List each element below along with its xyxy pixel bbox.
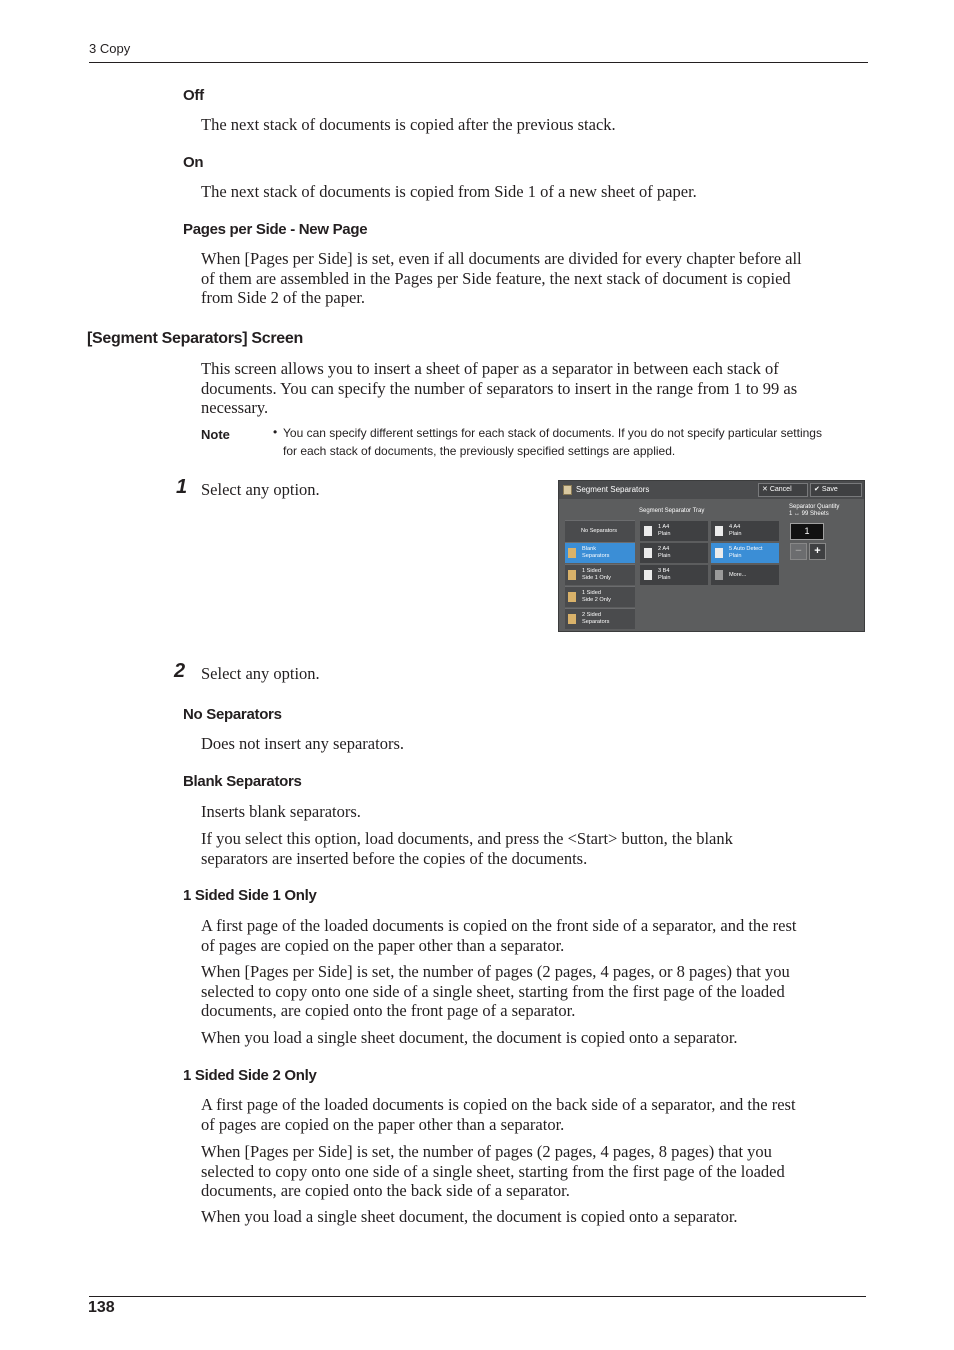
segment-screen-heading: [Segment Separators] Screen [87, 330, 303, 347]
side-2-only-text-2: When [Pages per Side] is set, the number of pages (2 pages, 4 pages, 8 pages) that you selected to copy onto one side of a single sheet, starting from the first page of the loaded documents, are copied onto the back side of a separator. [201, 1142, 785, 1200]
pages-per-side-heading: Pages per Side - New Page [183, 221, 368, 238]
quantity-label: Separator Quantity [789, 504, 840, 510]
more-trays-button[interactable]: More... [710, 564, 780, 586]
segment-separators-screenshot [558, 480, 865, 632]
side-2-only-heading: 1 Sided Side 2 Only [183, 1067, 317, 1084]
on-text: The next stack of documents is copied from Side 1 of a new sheet of paper. [201, 182, 697, 201]
paper-icon [568, 592, 576, 602]
off-text: The next stack of documents is copied after the previous stack. [201, 115, 616, 134]
option-side-2-only[interactable]: 1 Sided Side 2 Only [565, 586, 635, 607]
note-label: Note [201, 427, 230, 442]
page-number: 138 [88, 1299, 115, 1316]
side-1-only-text-1: A first page of the loaded documents is copied on the front side of a separator, and the rest of pages are copied on the paper other than a separator. [201, 916, 797, 955]
blank-separators-heading: Blank Separators [183, 773, 302, 790]
segment-screen-text: This screen allows you to insert a sheet of paper as a separator in between each stack of documents. You can specify the number of separators to insert in the range from 1 to 99 as necessary. [201, 359, 798, 417]
document-icon [563, 485, 572, 495]
side-2-only-text-1: A first page of the loaded documents is copied on the back side of a separator, and the rest of pages are copied on the paper other than a separator. [201, 1095, 796, 1134]
no-separators-heading: No Separators [183, 706, 282, 723]
tray-4[interactable]: 4 A4 Plain [710, 520, 780, 542]
paper-tray-icon [644, 526, 652, 536]
no-separators-text: Does not insert any separators. [201, 734, 404, 753]
close-icon: ✕ [762, 486, 768, 493]
pages-per-side-text: When [Pages per Side] is set, even if all documents are divided for every chapter before all of them are assembled in the Pages per Side feature, the next stack of document is copied from Side 2 of the paper. [201, 249, 802, 307]
option-side-1-only[interactable]: 1 Sided Side 1 Only [565, 564, 635, 585]
quantity-range: 1 ↔ 99 Sheets [789, 511, 829, 517]
footer-rule [89, 1296, 866, 1297]
paper-tray-icon [715, 548, 723, 558]
cancel-label: Cancel [769, 486, 792, 493]
paper-tray-icon [644, 570, 652, 580]
option-blank-separators[interactable]: Blank Separators [565, 542, 635, 563]
side-1-only-heading: 1 Sided Side 1 Only [183, 887, 317, 904]
tray-5-auto-detect[interactable]: 5 Auto Detect Plain [710, 542, 780, 564]
tray-label: Segment Separator Tray [639, 508, 705, 514]
decrease-button[interactable]: − [790, 543, 807, 560]
side-1-only-text-3: When you load a single sheet document, the document is copied onto a separator. [201, 1028, 738, 1047]
option-no-separators[interactable]: No Separators [565, 520, 635, 542]
checkmark-icon: ✔ [814, 486, 820, 493]
side-2-only-text-3: When you load a single sheet document, the document is copied onto a separator. [201, 1207, 738, 1226]
tray-2[interactable]: 2 A4 Plain [639, 542, 709, 564]
off-heading: Off [183, 87, 204, 104]
paper-tray-icon [644, 548, 652, 558]
ui-title-bar [559, 481, 864, 499]
ui-title: Segment Separators [576, 485, 650, 494]
step-1-text: Select any option. [201, 480, 320, 499]
header-rule [89, 62, 868, 63]
increase-button[interactable]: + [809, 543, 826, 560]
note-text: You can specify different settings for each stack of documents. If you do not specify particular settings for each stack of documents, the previously specified settings are applied. [283, 426, 822, 458]
blank-separators-text-2: If you select this option, load documents, and press the <Start> button, the blank separators are inserted before the copies of the documents. [201, 829, 733, 868]
paper-tray-icon [715, 526, 723, 536]
blank-separators-text-1: Inserts blank separators. [201, 802, 361, 821]
save-label: Save [821, 486, 838, 493]
save-button[interactable] [810, 483, 862, 497]
tray-3[interactable]: 3 B4 Plain [639, 564, 709, 586]
step-2-text: Select any option. [201, 664, 320, 683]
side-1-only-text-2: When [Pages per Side] is set, the number of pages (2 pages, 4 pages, or 8 pages) that you selected to copy onto one side of a single sheet, starting from the first page of the loaded documents, are copied onto the front page of a separator. [201, 962, 790, 1020]
step-1-number: 1 [176, 476, 188, 498]
on-heading: On [183, 154, 204, 171]
paper-icon [568, 570, 576, 580]
cancel-button[interactable] [758, 483, 808, 497]
step-2-number: 2 [174, 660, 186, 682]
paper-icon [568, 548, 576, 558]
quantity-display: 1 [790, 523, 824, 540]
paper-icon [568, 614, 576, 624]
tray-1[interactable]: 1 A4 Plain [639, 520, 709, 542]
list-icon [715, 570, 723, 580]
note-bullet: • [273, 425, 278, 439]
option-2-sided-separators[interactable]: 2 Sided Separators [565, 608, 635, 629]
running-header: 3 Copy [89, 41, 131, 56]
